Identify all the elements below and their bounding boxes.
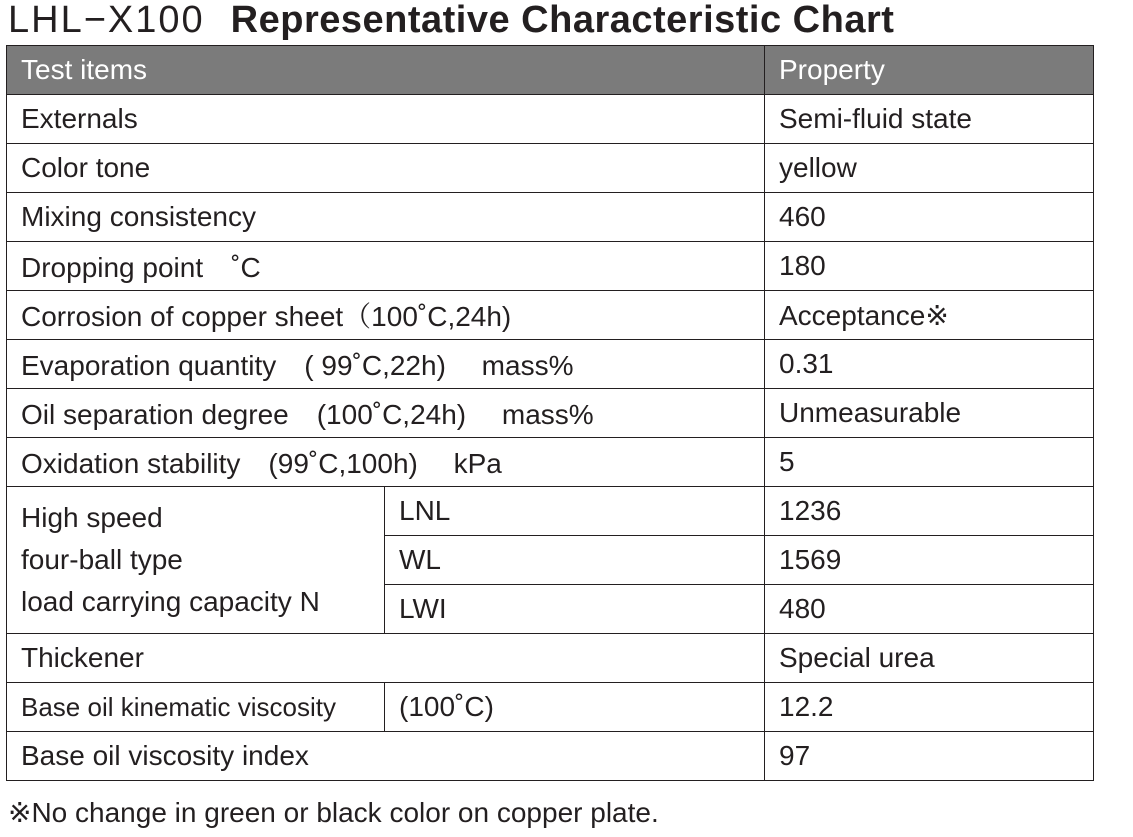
row-value: 180 [765,242,1094,291]
header-property: Property [765,46,1094,95]
row-value: 97 [765,732,1094,781]
row-item-label: Base oil viscosity index [7,732,765,781]
row-item-label: Oil separation degree (100˚C,24h) mass% [7,389,765,438]
model-name: LHL−X100 [8,0,205,41]
chart-title: Representative Characteristic Chart [230,0,895,41]
four-ball-label-line: High speed [21,502,163,533]
row-item-label: Dropping point ˚C [7,242,765,291]
row-value: yellow [765,144,1094,193]
row-value: Special urea [765,634,1094,683]
row-value: 1569 [765,536,1094,585]
table-row [7,340,1094,389]
footnote: ※No change in green or black color on copper plate. [8,797,659,828]
table-row [7,683,1094,732]
four-ball-label-line: four-ball type [21,544,183,575]
row-value: 460 [765,193,1094,242]
table-row [7,389,1094,438]
row-item-label: Base oil kinematic viscosity [7,683,385,732]
page-title [8,0,894,44]
table-row [7,634,1094,683]
row-value: Semi-fluid state [765,95,1094,144]
table-row [7,95,1094,144]
row-value: 5 [765,438,1094,487]
table-row [7,291,1094,340]
row-item-label: Thickener [7,634,765,683]
characteristic-table [6,45,1094,781]
row-item-label: Corrosion of copper sheet（100˚C,24h) [7,291,765,340]
table-row [7,144,1094,193]
row-item-label: Mixing consistency [7,193,765,242]
row-condition: (100˚C) [385,683,765,732]
row-item-label: Evaporation quantity ( 99˚C,22h) mass% [7,340,765,389]
four-ball-label [7,487,385,634]
row-value: 0.31 [765,340,1094,389]
row-value: Acceptance※ [765,291,1094,340]
row-value: Unmeasurable [765,389,1094,438]
header-test-items: Test items [7,46,765,95]
table-row [7,487,1094,536]
row-value: 1236 [765,487,1094,536]
row-item-label: Color tone [7,144,765,193]
table-header-row [7,46,1094,95]
sub-item-label: WL [385,536,765,585]
row-item-label: Oxidation stability (99˚C,100h) kPa [7,438,765,487]
row-value: 480 [765,585,1094,634]
row-item-label: Externals [7,95,765,144]
four-ball-label-line: load carrying capacity N [21,586,320,617]
table-row [7,242,1094,291]
table-row [7,438,1094,487]
sub-item-label: LWI [385,585,765,634]
sub-item-label: LNL [385,487,765,536]
table-row [7,193,1094,242]
row-value: 12.2 [765,683,1094,732]
table-row [7,732,1094,781]
